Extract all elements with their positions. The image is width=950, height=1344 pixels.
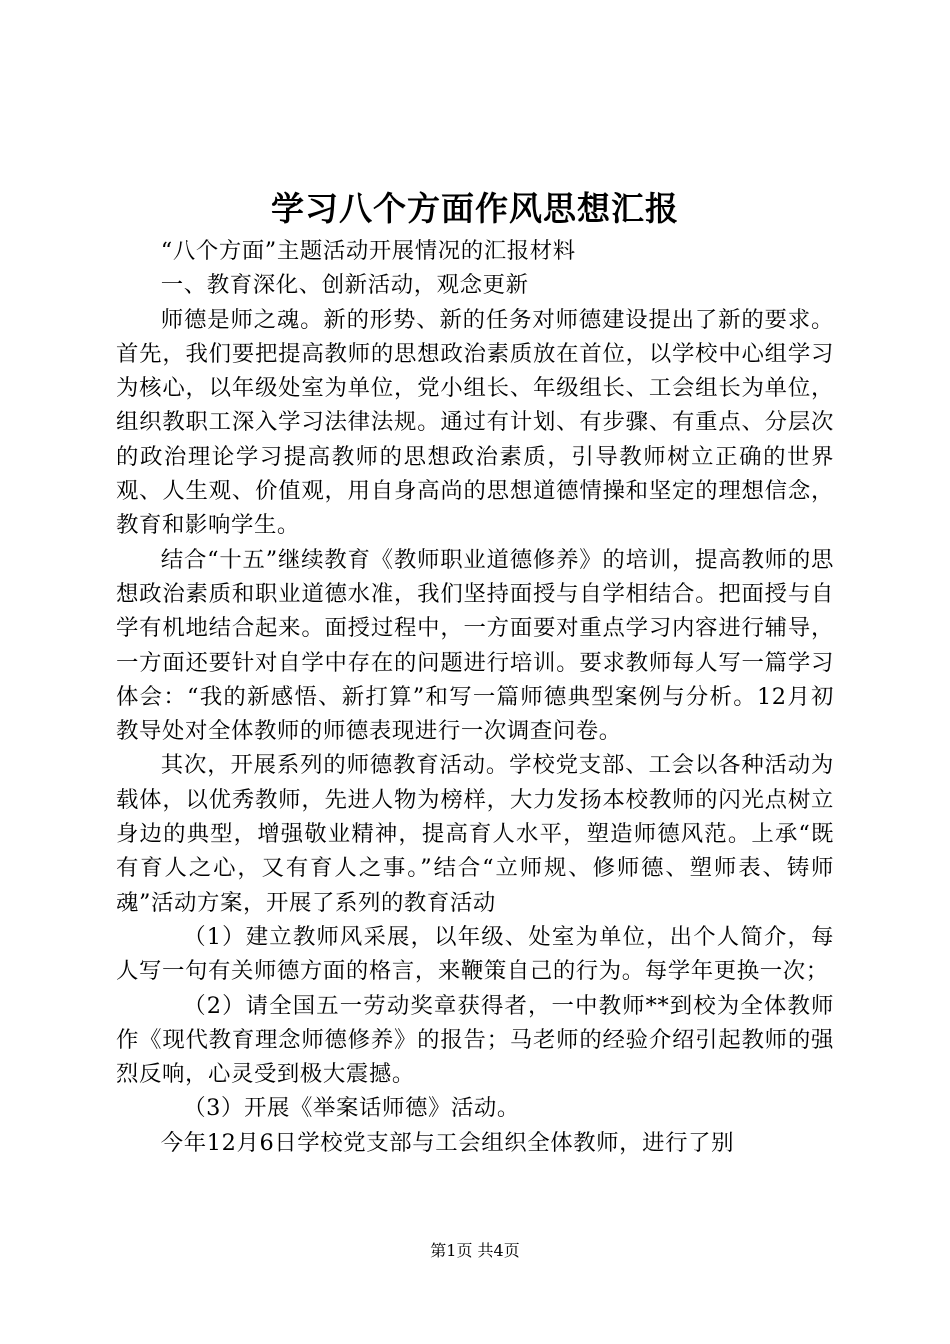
paragraph: 师德是师之魂。新的形势、新的任务对师德建设提出了新的要求。首先，我们要把提高教师的思想政治素质放在首位，以学校中心组学习为核心，以年级处室为单位，党小组长、年级组长、工会组长为单位，组织教职工深入学习法律法规。通过有计划、有步骤、有重点、分层次的政治理论学习提高教师的思想政治素质，引导教师树立正确的世界观、人生观、价值观，用自身高尚的思想道德情操和坚定的理想信念，教育和影响学生。 (116, 306, 834, 539)
list-item: （2）请全国五一劳动奖章获得者，一中教师**到校为全体教师作《现代教育理念师德修养》的报告；马老师的经验介绍引起教师的强烈反响，心灵受到极大震撼。 (116, 992, 834, 1088)
paragraph: 其次，开展系列的师德教育活动。学校党支部、工会以各种活动为载体，以优秀教师，先进人物为榜样，大力发扬本校教师的闪光点树立身边的典型，增强敬业精神，提高育人水平，塑造师德风范。上承“既有育人之心，又有育人之事。”结合“立师规、修师德、塑师表、铸师魂”活动方案，开展了系列的教育活动 (116, 752, 834, 916)
paragraph: 今年12月6日学校党支部与工会组织全体教师，进行了别 (160, 1129, 735, 1156)
paragraph-section-heading: 一、教育深化、创新活动，观念更新 (160, 272, 529, 299)
document-body (116, 234, 834, 1160)
list-item: （1）建立教师风采展，以年级、处室为单位，出个人简介，每人写一句有关师德方面的格言，来鞭策自己的行为。每学年更换一次； (116, 923, 834, 985)
list-item: （3）开展《举案话师德》活动。 (183, 1095, 520, 1122)
paragraph-subtitle: “八个方面”主题活动开展情况的汇报材料 (160, 238, 576, 264)
document-title: 学习八个方面作风思想汇报 (271, 189, 679, 228)
paragraph: 结合“十五”继续教育《教师职业道德修养》的培训，提高教师的思想政治素质和职业道德水准，我们坚持面授与自学相结合。把面授与自学有机地结合起来。面授过程中，一方面要对重点学习内容进行辅导，一方面还要针对自学中存在的问题进行培训。要求教师每人写一篇学习体会：“我的新感悟、新打算”和写一篇师德典型案例与分析。12月初教导处对全体教师的师德表现进行一次调查问卷。 (116, 546, 834, 745)
page-number-footer: 第1页 共4页 (430, 1241, 520, 1260)
